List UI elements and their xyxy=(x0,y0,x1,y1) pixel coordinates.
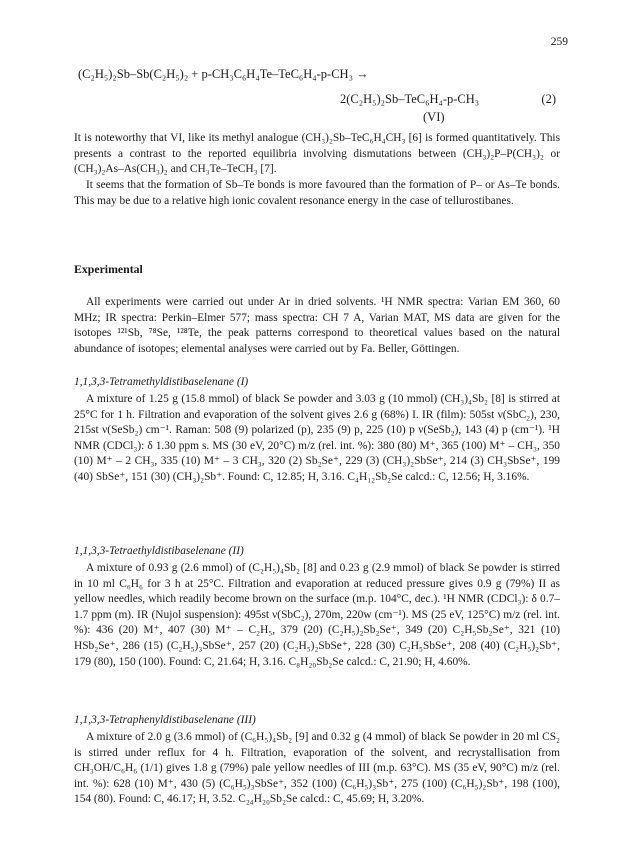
equation-number: (2) xyxy=(541,92,556,106)
experimental-general-paragraph: All experiments were carried out under Ar in dried solvents. ¹H NMR spectra: Varian EM 360, 60 MHz; IR spectra: Perkin–Elmer 577; mass spectra: CH 7 A, Varian MAT, MS data are given for the isotopes ¹²¹Sb, ⁷⁸Se, ¹²⁸Te, the peak patterns correspond to theoretical values based on the natural abundance of isotopes; elemental analyses were carried out by Fa. Beller, Göttingen. xyxy=(74,296,560,355)
experimental-heading: Experimental xyxy=(74,262,143,276)
compound-iii-procedure: A mixture of 2.0 g (3.6 mmol) of (C₆H₅)₄Sb₂ [9] and 0.32 g (4 mmol) of black Se powder in 20 ml CS₂ is stirred under reflux for 4 h. Filtration, evaporation of the solvent, and recrystallisation from CH₃OH/C₆H₆ (1/1) gives 1.8 g (79%) pale yellow needles of III (m.p. 63°C). MS (35 eV, 90°C) m/z (rel. int. %): 628 (10) M⁺, 430 (5) (C₆H₅)₃SbSe⁺, 352 (100) (C₆H₅)₃Sb⁺, 275 (100) (C₆H₅)₂Sb⁺, 198 (100), 154 (80). Found: C, 46.17; H, 3.52. C₂₄H₂₀Sb₂Se calcd.: C, 45.69; H, 3.20%. xyxy=(74,731,560,806)
reaction-equation-line2: 2(C₂H₅)₂Sb–TeC₆H₄-p-CH₃ xyxy=(340,92,480,106)
compound-i-title: 1,1,3,3-Tetramethyldistibaselenane (I) xyxy=(74,376,249,388)
compound-i-procedure: A mixture of 1.25 g (15.8 mmol) of black Se powder and 3.03 g (10 mmol) (CH₃)₄Sb₂ [8] is stirred at 25°C for 1 h. Filtration and evaporation of the solvent gives 2.6 g (68%) I. IR (film): 505st ν(SbC₂), 230, 215st ν(SeSb₂) cm⁻¹. Raman: 508 (9) polarized (p), 235 (9) p, 225 (10) p ν(SeSb₂), 143 (4) p (cm⁻¹). ¹H NMR (CDCl₃): δ 1.30 ppm s. MS (30 eV, 20°C) m/z (rel. int. %): 380 (80) M⁺, 365 (100) M⁺ – CH₃, 350 (10) M⁺ – 2 CH₃, 335 (10) M⁺ – 3 CH₃, 320 (2) Sb₂Se⁺, 229 (3) (CH₃)₂SbSe⁺, 214 (3) CH₃SbSe⁺, 199 (40) SbSe⁺, 151 (30) (CH₃)₂Sb⁺. Found: C, 12.85; H, 3.16. C₄H₁₂Sb₂Se calcd.: C, 12.56; H, 3.16%. xyxy=(74,393,560,483)
page-number: 259 xyxy=(550,36,568,48)
journal-page xyxy=(74,0,568,864)
intro-paragraph-1: It is noteworthy that VI, like its methyl analogue (CH₃)₂Sb–TeC₆H₄CH₃ [6] is formed quantitatively. This presents a contrast to the reported equilibria involving dismutations between (CH₃)₂P–P(CH₃)₂ or (CH₃)₂As–As(CH₃)₂ and CH₃Te–TeCH₃ [7]. xyxy=(74,132,560,176)
compound-iii-title: 1,1,3,3-Tetraphenyldistibaselenane (III) xyxy=(74,714,256,726)
intro-paragraph-2: It seems that the formation of Sb–Te bonds is more favoured than the formation of P– or As–Te bonds. This may be due to a relative high ionic covalent resonance energy in the case of tellurostibanes. xyxy=(74,179,560,207)
compound-label-vi: (VI) xyxy=(423,110,445,124)
compound-ii-procedure: A mixture of 0.93 g (2.6 mmol) of (C₂H₅)₄Sb₂ [8] and 0.23 g (2.9 mmol) of black Se powder is stirred in 10 ml C₆H₆ for 3 h at 25°C. Filtration and evaporation at reduced pressure gives 0.9 g (79%) II as yellow needles, which readily become brown on the surface (m.p. 104°C, dec.). ¹H NMR (CDCl₃): δ 0.7–1.7 ppm (m). IR (Nujol suspension): 495st ν(SbC₂), 270m, 220w (cm⁻¹). MS (25 eV, 125°C) m/z (rel. int. %): 436 (20) M⁺, 407 (30) M⁺ – C₂H₅, 379 (20) (C₂H₅)₂Sb₂Se⁺, 349 (20) C₂H₅Sb₂Se⁺, 321 (10) HSb₂Se⁺, 286 (15) (C₂H₅)₃SbSe⁺, 257 (20) (C₂H₅)₂SbSe⁺, 228 (30) C₂H₅SbSe⁺, 208 (40) (C₂H₅)₂Sb⁺, 179 (80), 150 (100). Found: C, 21.64; H, 3.16. C₈H₂₀Sb₂Se calcd.: C, 21.90; H, 4.60%. xyxy=(74,562,560,668)
reaction-equation-line1: (C₂H₅)₂Sb–Sb(C₂H₅)₂ + p-CH₃C₆H₄Te–TeC₆H₄-p-CH₃ → xyxy=(78,67,369,81)
compound-ii-title: 1,1,3,3-Tetraethyldistibaselenane (II) xyxy=(74,545,244,557)
